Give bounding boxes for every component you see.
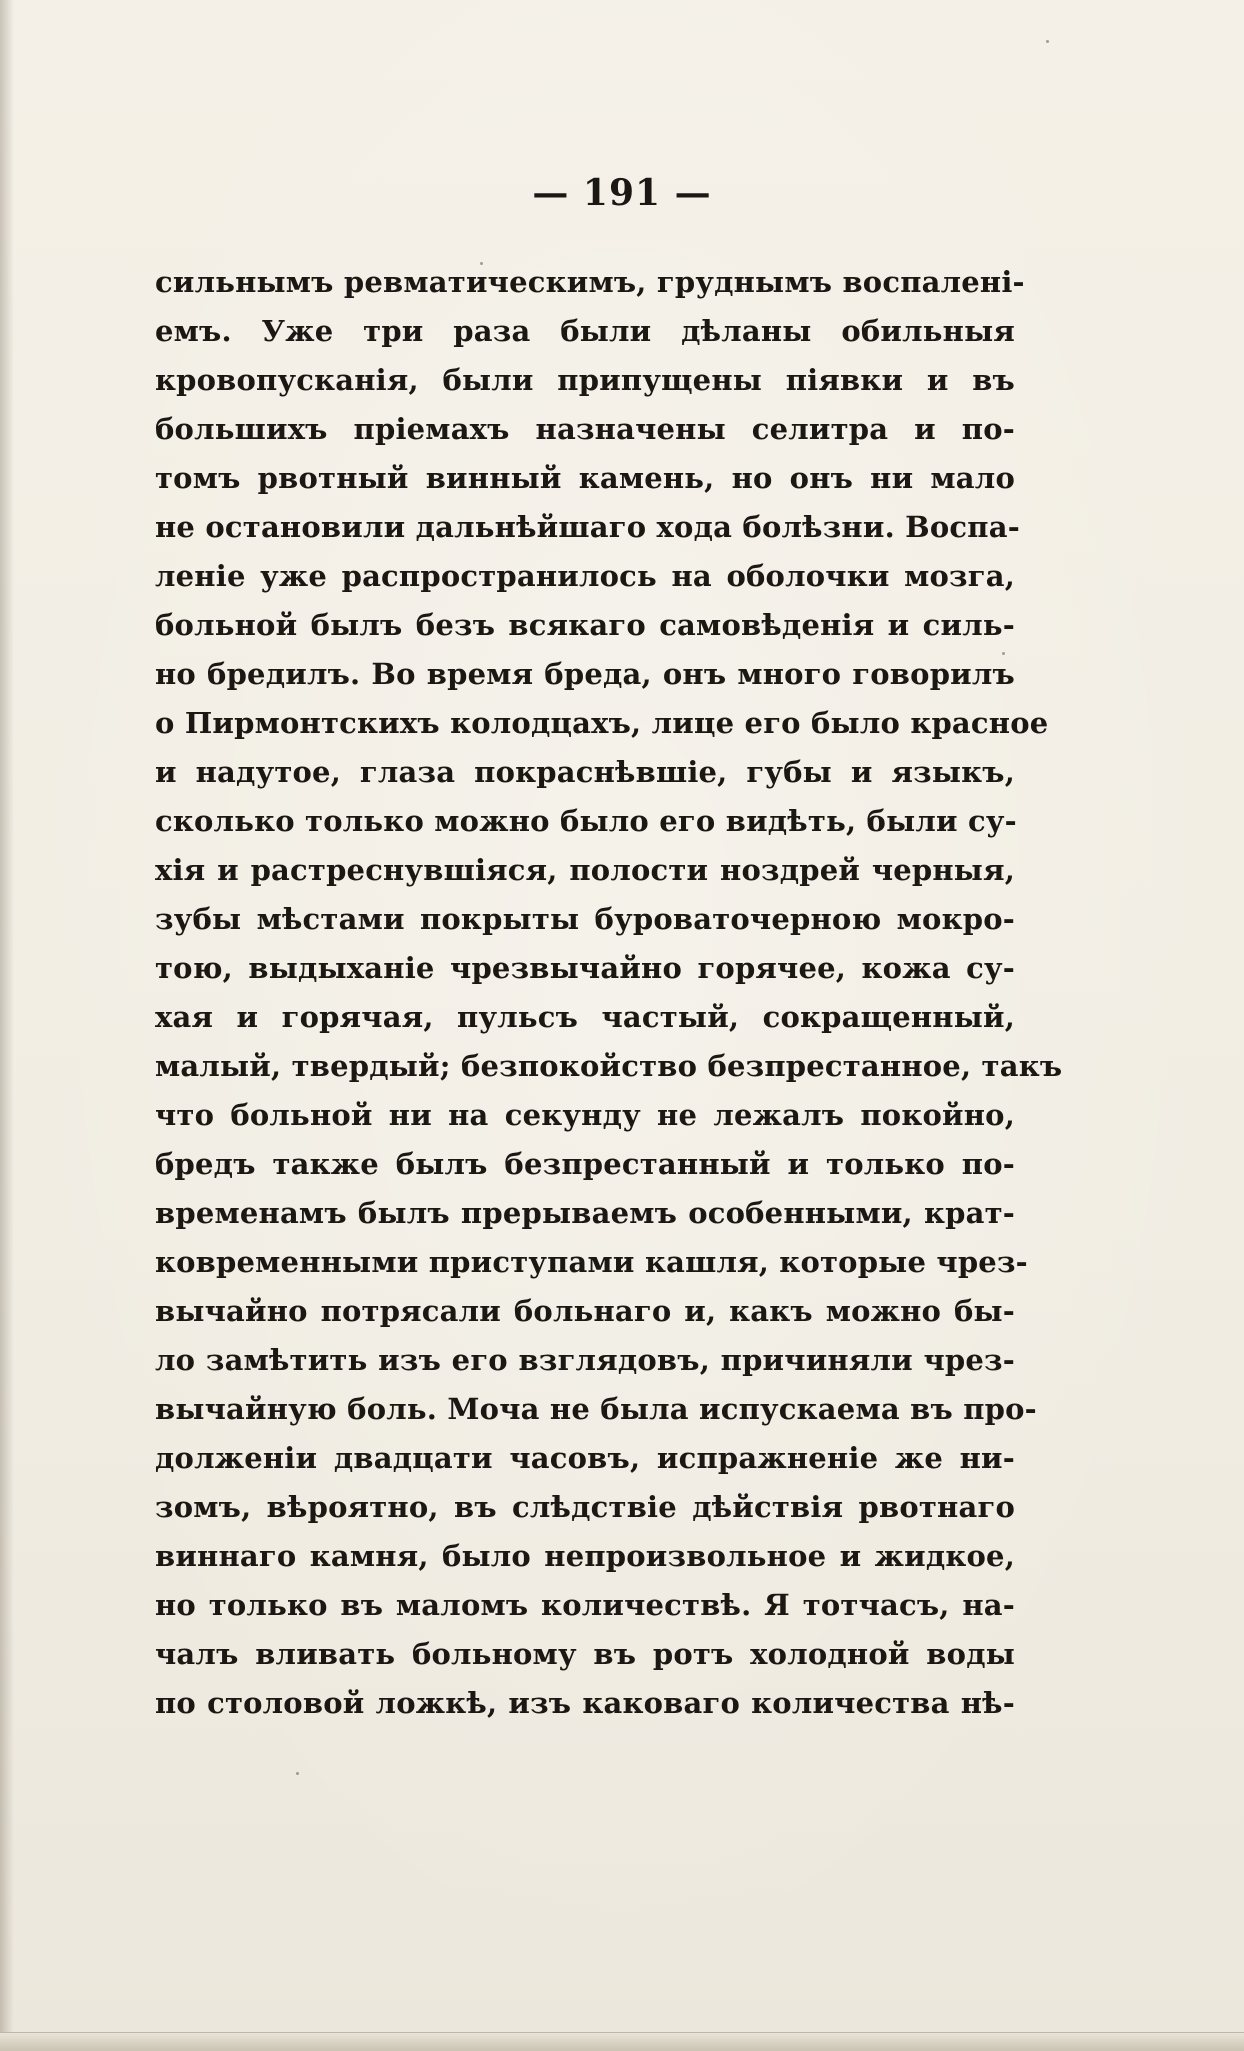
text-line: зубы мѣстами покрыты буроваточерною мокро- — [155, 902, 1015, 936]
text-line: емъ. Уже три раза были дѣланы обильныя — [155, 314, 1015, 348]
text-line: но бредилъ. Во время бреда, онъ много говорилъ — [155, 657, 1015, 691]
paper-speck — [480, 262, 483, 265]
text-line: сильнымъ ревматическимъ, груднымъ воспаленi- — [155, 265, 1025, 299]
text-line: томъ рвотный винный камень, но онъ ни мало — [155, 461, 1015, 495]
text-line: вычайную боль. Моча не была испускаема въ про- — [155, 1392, 1037, 1426]
paper-speck — [296, 1772, 299, 1775]
text-line: ковременными приступами кашля, которые чрез- — [155, 1245, 1028, 1279]
text-line: хiя и растреснувшiяся, полости ноздрей черныя, — [155, 853, 1015, 887]
text-line: но только въ маломъ количествѣ. Я тотчасъ, на- — [155, 1588, 1015, 1622]
text-line: зомъ, вѣроятно, въ слѣдствiе дѣйствiя рвотнаго — [155, 1490, 1015, 1524]
text-line: не остановили дальнѣйшаго хода болѣзни. Воспа- — [155, 510, 1020, 544]
text-line: что больной ни на секунду не лежалъ покойно, — [155, 1098, 1015, 1132]
text-line: хая и горячая, пульсъ частый, сокращенный, — [155, 1000, 1015, 1034]
text-line: долженiи двадцати часовъ, испражненiе же ни- — [155, 1441, 1015, 1475]
text-line: виннаго камня, было непроизвольное и жидкое, — [155, 1539, 1015, 1573]
text-line: больной былъ безъ всякаго самовѣденiя и силь- — [155, 608, 1015, 642]
text-line: ленiе уже распространилось на оболочки мозга, — [155, 559, 1015, 593]
text-line: о Пирмонтскихъ колодцахъ, лице его было красное — [155, 706, 1049, 740]
text-line: по столовой ложкѣ, изъ каковаго количества нѣ- — [155, 1686, 1015, 1720]
body-text — [155, 258, 1063, 1728]
text-line: малый, твердый; безпокойство безпрестанное, такъ — [155, 1049, 1063, 1083]
text-line: ло замѣтить изъ его взглядовъ, причиняли чрез- — [155, 1343, 1015, 1377]
paper-speck — [1046, 40, 1049, 43]
page-bottom-edge — [0, 2032, 1244, 2051]
text-line: большихъ прiемахъ назначены селитра и по- — [155, 412, 1015, 446]
text-line: кровопусканiя, были припущены пiявки и въ — [155, 363, 1015, 397]
paper-speck — [1002, 652, 1005, 655]
page-number: — 191 — — [532, 172, 712, 214]
text-line: чалъ вливать больному въ ротъ холодной воды — [155, 1637, 1015, 1671]
text-line: бредъ также былъ безпрестанный и только по- — [155, 1147, 1015, 1181]
text-line: тою, выдыханiе чрезвычайно горячее, кожа су- — [155, 951, 1015, 985]
page-binding-shadow — [0, 0, 14, 2050]
text-line: и надутое, глаза покраснѣвшiе, губы и языкъ, — [155, 755, 1015, 789]
text-line: вычайно потрясали больнаго и, какъ можно бы- — [155, 1294, 1015, 1328]
text-line: сколько только можно было его видѣть, были су- — [155, 804, 1017, 838]
text-line: временамъ былъ прерываемъ особенными, крат- — [155, 1196, 1015, 1230]
